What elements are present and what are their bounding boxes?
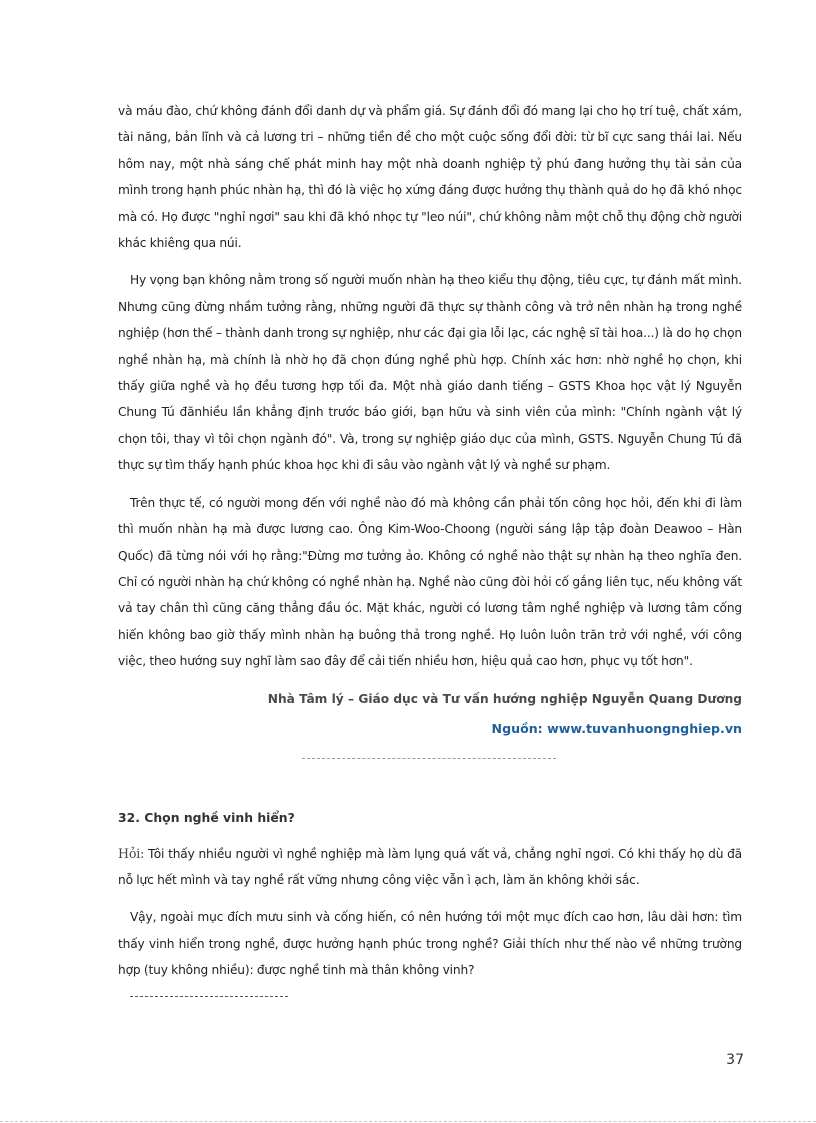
question-label: Hỏi:: [118, 845, 145, 861]
page-number: 37: [726, 1052, 744, 1068]
author-signature: Nhà Tâm lý – Giáo dục và Tư vấn hướng nghiệp Nguyễn Quang Dương: [267, 691, 742, 706]
paragraph-1: và máu đào, chứ không đánh đổi danh dự và phẩm giá. Sự đánh đổi đó mang lại cho họ trí tuệ, chất xám, tài năng, bản lĩnh và cả lương tri – những tiền đề cho một cuộc sống đổi đời: từ bĩ cực sang thái lai. Nếu hôm nay, một nhà sáng chế phát minh hay một nhà doanh nghiệp tỷ phú đang hưởng thụ tài sản của mình trong hạnh phúc nhàn hạ, thì đó là việc họ xứng đáng được hưởng thụ thành quả do họ đã khó nhọc mà có. Họ được "nghỉ ngơi" sau khi đã khó nhọc tự "leo núi", chứ không nằm một chỗ thụ động chờ người khác khiêng qua núi.: [118, 104, 742, 251]
end-divider: [130, 996, 288, 997]
paragraph-3: Trên thực tế, có người mong đến với nghề nào đó mà không cần phải tốn công học hỏi, đến khi đi làm thì muốn nhàn hạ mà được lương cao. Ông Kim-Woo-Choong (người sáng lập tập đoàn Deawoo – Hàn Quốc) đã từng nói với họ rằng:"Đừng mơ tưởng ảo. Không có nghề nào thật sự nhàn hạ theo nghĩa đen. Chỉ có người nhàn hạ chứ không có nghề nhàn hạ. Nghề nào cũng đòi hỏi cố gắng liên tục, nếu không vất vả tay chân thì cũng căng thẳng đầu óc. Mặt khác, người có lương tâm nghề nghiệp và lương tâm cống hiến không bao giờ thấy mình nhàn hạ buông thả trong nghề. Họ luôn luôn trăn trở với nghề, với công việc, theo hướng suy nghĩ làm sao đây để cải tiến nhiều hơn, hiệu quả cao hơn, phục vụ tốt hơn".: [118, 495, 742, 669]
section-divider: [302, 758, 556, 759]
question-paragraph-2: Vậy, ngoài mục đích mưu sinh và cống hiến, có nên hướng tới một mục đích cao hơn, lâu dài hơn: tìm thấy vinh hiển trong nghề, được hưởng hạnh phúc trong nghề? Giải thích như thế nào về những trường hợp (tuy không nhiều): được nghề tinh mà thân không vinh?: [118, 910, 742, 978]
page-content: [118, 98, 742, 997]
question-paragraph-1: [118, 841, 742, 894]
page-bottom-rule: [0, 1121, 816, 1122]
question-text-1: Tôi thấy nhiều người vì nghề nghiệp mà làm lụng quá vất vả, chẳng nghỉ ngơi. Có khi thấy họ dù đã nỗ lực hết mình và tay nghề rất vững nhưng công việc vẫn ì ạch, làm ăn không khởi sắc.: [118, 846, 742, 887]
paragraph-2: Hy vọng bạn không nằm trong số người muốn nhàn hạ theo kiểu thụ động, tiêu cực, tự đánh mất mình. Nhưng cũng đừng nhầm tưởng rằng, những người đã thực sự thành công và trở nên nhàn hạ trong nghề nghiệp (hơn thế – thành danh trong sự nghiệp, như các đại gia lỗi lạc, các nghệ sĩ tài hoa...) là do họ chọn nghề nhàn hạ, mà chính là nhờ họ đã chọn đúng nghề phù hợp. Chính xác hơn: nhờ nghề họ chọn, khi thấy giữa nghề và họ đều tương hợp tối đa. Một nhà giáo danh tiếng – GSTS Khoa học vật lý Nguyễn Chung Tú đãnhiều lần khẳng định trước báo giới, bạn hữu và sinh viên của mình: "Chính ngành vật lý chọn tôi, thay vì tôi chọn ngành đó". Và, trong sự nghiệp giáo dục của mình, GSTS. Nguyễn Chung Tú đã thực sự tìm thấy hạnh phúc khoa học khi đi sâu vào ngành vật lý và nghề sư phạm.: [118, 273, 742, 473]
source-link[interactable]: Nguồn: www.tuvanhuongnghiep.vn: [491, 720, 742, 736]
section-heading: 32. Chọn nghề vinh hiển?: [118, 809, 295, 825]
